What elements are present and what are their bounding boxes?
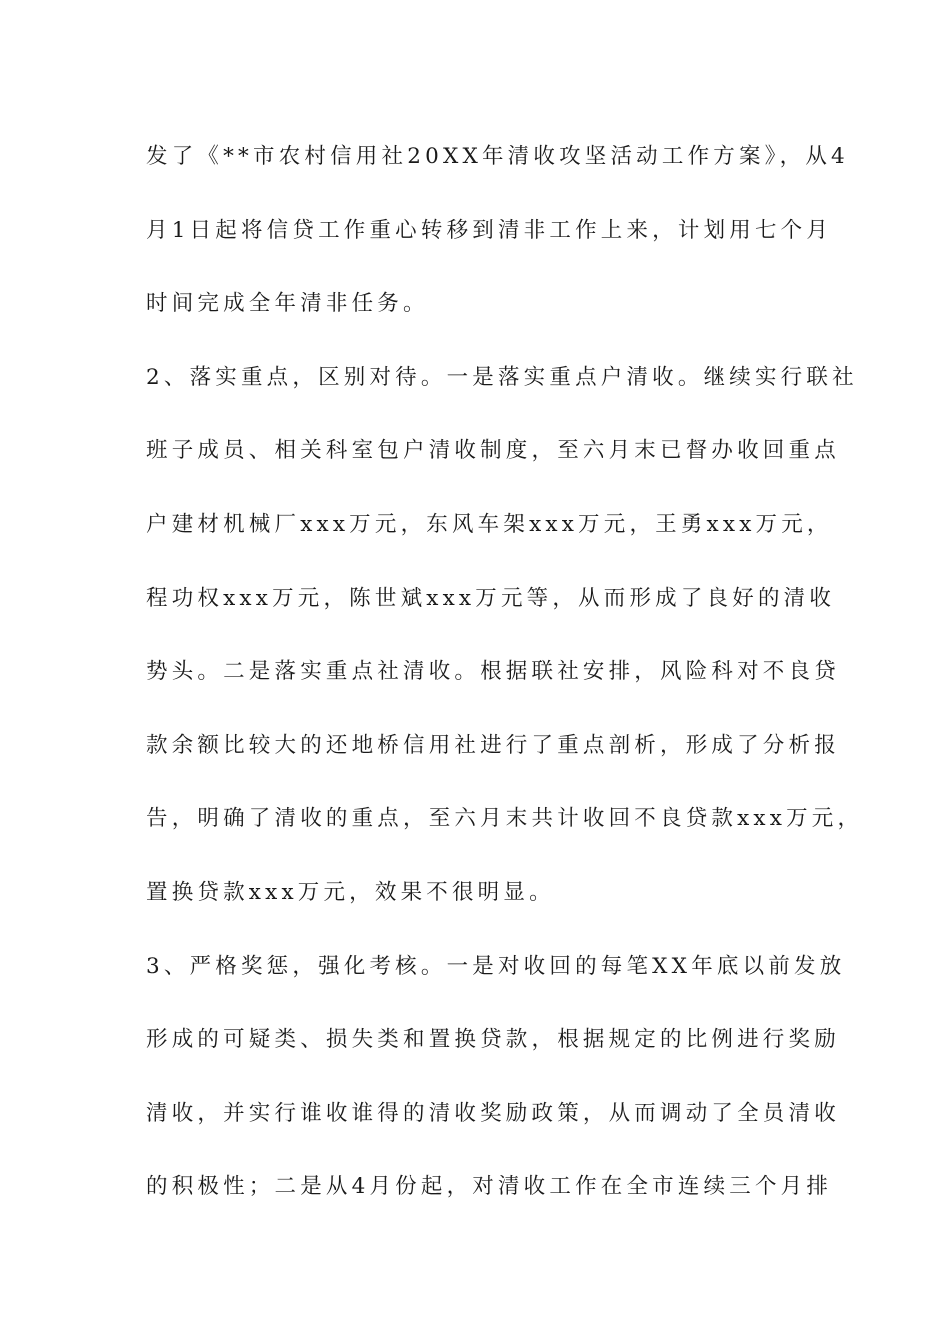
body-text [146,132,864,1236]
text-line: 势头。二是落实重点社清收。根据联社安排，风险科对不良贷 [146,659,840,685]
text-line: 款余额比较大的还地桥信用社进行了重点剖析，形成了分析报 [146,732,840,758]
text-line: 班子成员、相关科室包户清收制度，至六月末已督办收回重点 [146,438,840,464]
text-line: 的积极性；二是从4月份起，对清收工作在全市连续三个月排 [146,1174,833,1200]
text-line: 程功权xxx万元，陈世斌xxx万元等，从而形成了良好的清收 [146,585,836,611]
text-line: 月1日起将信贷工作重心转移到清非工作上来，计划用七个月 [146,217,833,243]
text-line: 户建材机械厂xxx万元，东风车架xxx万元，王勇xxx万元， [146,511,833,537]
text-line: 置换贷款xxx万元，效果不很明显。 [146,879,555,905]
text-line: 2、落实重点，区别对待。一是落实重点户清收。继续实行联社 [146,364,858,390]
text-line: 时间完成全年清非任务。 [146,291,429,317]
text-line: 清收，并实行谁收谁得的清收奖励政策，从而调动了全员清收 [146,1100,840,1126]
text-line: 3、严格奖惩，强化考核。一是对收回的每笔XX年底以前发放 [146,953,846,979]
text-line: 形成的可疑类、损失类和置换贷款，根据规定的比例进行奖励 [146,1027,840,1053]
text-line: 告，明确了清收的重点，至六月末共计收回不良贷款xxx万元， [146,806,864,832]
text-line: 发了《**市农村信用社20XX年清收攻坚活动工作方案》，从4 [146,144,849,169]
